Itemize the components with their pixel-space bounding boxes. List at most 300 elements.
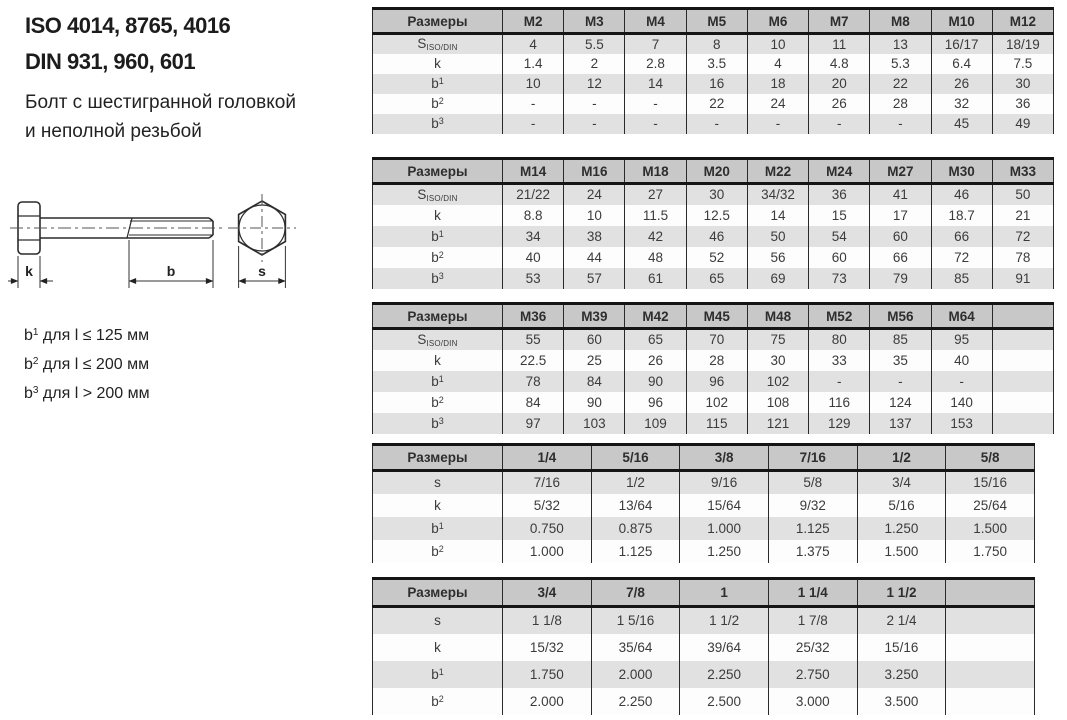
value-cell: 50 [747, 226, 808, 247]
table-row [373, 226, 1054, 247]
value-cell: 96 [686, 371, 747, 392]
s-dimension-label: s [258, 263, 266, 279]
footnote-sup: 3 [32, 385, 39, 396]
size-column-header: M12 [992, 9, 1053, 34]
size-column-header: 1 1/2 [857, 579, 946, 607]
row-label-column-header: Размеры [373, 159, 503, 184]
value-cell: 12 [564, 74, 625, 94]
footnotes [24, 320, 150, 407]
table-row [373, 517, 1035, 540]
value-cell: 0.875 [591, 517, 680, 540]
size-column-header: M52 [809, 304, 870, 329]
value-cell: 80 [809, 329, 870, 350]
value-cell: 1 5/16 [591, 607, 680, 634]
footnote-base: b [24, 385, 33, 402]
value-cell: 5/8 [768, 471, 857, 494]
row-label: $b^1$ [373, 371, 503, 392]
value-cell: 26 [809, 94, 870, 114]
footnote-sup: 2 [32, 356, 39, 367]
row-label-sup: 2 [438, 249, 444, 260]
value-cell: 1.000 [503, 540, 592, 563]
value-cell: 24 [747, 94, 808, 114]
value-cell: 60 [564, 329, 625, 350]
footnote-b1 [24, 320, 150, 349]
size-column-header: M6 [747, 9, 808, 34]
value-cell: 1.750 [946, 540, 1035, 563]
size-column-header: M2 [503, 9, 564, 34]
value-cell: 56 [747, 247, 808, 268]
value-cell: 2.000 [591, 661, 680, 688]
value-cell: 1 1/2 [680, 607, 769, 634]
row-label-sup: 2 [438, 96, 444, 106]
value-cell: 66 [931, 226, 992, 247]
value-cell: 84 [564, 371, 625, 392]
row-label-sub: ISO/DIN [426, 43, 458, 53]
value-cell: 20 [809, 74, 870, 94]
value-cell: 1.500 [857, 540, 946, 563]
title-din-line: DIN 931, 960, 601 [25, 49, 196, 74]
value-cell: 2.250 [591, 688, 680, 715]
value-cell: 17 [870, 205, 931, 226]
size-column-header: M7 [809, 9, 870, 34]
size-column-header: M16 [564, 159, 625, 184]
value-cell: 57 [564, 268, 625, 289]
value-cell: 2 [564, 54, 625, 74]
value-cell: 49 [992, 114, 1053, 134]
value-cell: 137 [870, 413, 931, 434]
value-cell: 85 [870, 329, 931, 350]
row-label: $b^2$ [373, 247, 503, 268]
size-column-header: 1 1/4 [768, 579, 857, 607]
value-cell: 25 [564, 350, 625, 371]
value-cell: 1.125 [591, 540, 680, 563]
value-cell: - [503, 114, 564, 134]
value-cell: 1 7/8 [768, 607, 857, 634]
value-cell: 44 [564, 247, 625, 268]
value-cell: 5.5 [564, 34, 625, 54]
value-cell: 3.250 [857, 661, 946, 688]
size-column-header: M64 [931, 304, 992, 329]
value-cell: 9/32 [768, 494, 857, 517]
size-column-header: M3 [564, 9, 625, 34]
value-cell: 153 [931, 413, 992, 434]
value-cell: 72 [992, 226, 1053, 247]
value-cell: 34/32 [747, 184, 808, 205]
table-header-row [373, 159, 1054, 184]
value-cell: 84 [503, 392, 564, 413]
value-cell: 12.5 [686, 205, 747, 226]
table-row [373, 350, 1054, 371]
value-cell: - [931, 371, 992, 392]
value-cell: 109 [625, 413, 686, 434]
value-cell: 15 [809, 205, 870, 226]
row-label-column-header: Размеры [373, 9, 503, 34]
value-cell: 16/17 [931, 34, 992, 54]
row-label-sup: 3 [438, 270, 444, 281]
value-cell: 97 [503, 413, 564, 434]
value-cell: 40 [931, 350, 992, 371]
table-row [373, 661, 1035, 688]
bolt-technical-drawing [8, 188, 338, 300]
row-label: k [373, 634, 503, 661]
size-column-header: M4 [625, 9, 686, 34]
size-column-header: M45 [686, 304, 747, 329]
row-label-column-header: Размеры [373, 445, 503, 471]
value-cell: 4 [503, 34, 564, 54]
size-column-header: M33 [992, 159, 1053, 184]
footnote-base: b [24, 327, 33, 344]
title-iso-line: ISO 4014, 8765, 4016 [25, 13, 231, 38]
value-cell: 1.000 [680, 517, 769, 540]
row-label: $b^2$ [373, 688, 503, 715]
subtitle [25, 88, 296, 146]
value-cell: 61 [625, 268, 686, 289]
value-cell: 36 [992, 94, 1053, 114]
value-cell: 46 [686, 226, 747, 247]
row-label: $b^1$ [373, 74, 503, 94]
table-row [373, 634, 1035, 661]
row-label: k [373, 54, 503, 74]
value-cell: 72 [931, 247, 992, 268]
size-column-header: M10 [931, 9, 992, 34]
value-cell: 4.8 [809, 54, 870, 74]
value-cell: 1 1/8 [503, 607, 592, 634]
table-row [373, 184, 1054, 205]
value-cell: 73 [809, 268, 870, 289]
value-cell: 30 [992, 74, 1053, 94]
value-cell: 102 [747, 371, 808, 392]
value-cell: 69 [747, 268, 808, 289]
inch-table-3-4-to-1-1-2 [372, 577, 1035, 715]
size-column-header: 3/4 [503, 579, 592, 607]
value-cell: 1.375 [768, 540, 857, 563]
value-cell: 39/64 [680, 634, 769, 661]
table-row [373, 688, 1035, 715]
footnote-b3 [24, 378, 150, 407]
row-label-sup: 1 [438, 666, 444, 677]
footnote-sup: 1 [32, 327, 39, 338]
value-cell: 65 [625, 329, 686, 350]
value-cell: 36 [809, 184, 870, 205]
size-column-header: M30 [931, 159, 992, 184]
row-label-sub: ISO/DIN [426, 193, 458, 203]
value-cell: 4 [747, 54, 808, 74]
page-title [25, 8, 230, 80]
size-column-header: 1 [680, 579, 769, 607]
value-cell: 30 [686, 184, 747, 205]
row-label: $S_{ISO/DIN}$ [373, 184, 503, 205]
footnote-text: для l > 200 мм [38, 385, 150, 402]
size-column-header [992, 304, 1053, 329]
size-column-header: M18 [625, 159, 686, 184]
metric-table-m2-m12 [372, 7, 1054, 134]
value-cell: 24 [564, 184, 625, 205]
value-cell: 116 [809, 392, 870, 413]
size-column-header: M20 [686, 159, 747, 184]
subtitle-line-2: и неполной резьбой [25, 121, 202, 142]
table-row [373, 247, 1054, 268]
value-cell: 13/64 [591, 494, 680, 517]
row-label-sup: 1 [438, 520, 444, 531]
table-row [373, 94, 1054, 114]
value-cell: 40 [503, 247, 564, 268]
value-cell: 25/32 [768, 634, 857, 661]
value-cell: 66 [870, 247, 931, 268]
size-column-header: M36 [503, 304, 564, 329]
value-cell: 1.4 [503, 54, 564, 74]
row-label-sup: 1 [438, 76, 444, 86]
value-cell: 103 [564, 413, 625, 434]
size-column-header: M5 [686, 9, 747, 34]
value-cell: 10 [564, 205, 625, 226]
value-cell: 10 [747, 34, 808, 54]
value-cell: 32 [931, 94, 992, 114]
value-cell: 35/64 [591, 634, 680, 661]
value-cell: - [747, 114, 808, 134]
footnote-b2 [24, 349, 150, 378]
value-cell: 5/32 [503, 494, 592, 517]
value-cell: 7 [625, 34, 686, 54]
row-label: k [373, 350, 503, 371]
value-cell: 7/16 [503, 471, 592, 494]
k-dimension-label: k [25, 263, 33, 279]
value-cell: 26 [931, 74, 992, 94]
value-cell: 124 [870, 392, 931, 413]
value-cell: 21/22 [503, 184, 564, 205]
size-column-header: M48 [747, 304, 808, 329]
size-column-header: 7/8 [591, 579, 680, 607]
value-cell: 129 [809, 413, 870, 434]
table-row [373, 371, 1054, 392]
row-label: $b^1$ [373, 517, 503, 540]
value-cell: 30 [747, 350, 808, 371]
value-cell: 2.750 [768, 661, 857, 688]
row-label: $b^1$ [373, 661, 503, 688]
metric-table-m36-m64 [372, 302, 1054, 434]
table-row [373, 413, 1054, 434]
value-cell: 11.5 [625, 205, 686, 226]
size-column-header: 1/2 [857, 445, 946, 471]
value-cell: 70 [686, 329, 747, 350]
row-label-sup: 2 [438, 543, 444, 554]
value-cell: 7.5 [992, 54, 1053, 74]
value-cell [992, 413, 1053, 434]
value-cell: 5.3 [870, 54, 931, 74]
value-cell [992, 371, 1053, 392]
value-cell [946, 688, 1035, 715]
value-cell: 3.500 [857, 688, 946, 715]
footnote-text: для l ≤ 200 мм [38, 356, 150, 373]
metric-table-m14-m33 [372, 157, 1054, 289]
table-header-row [373, 579, 1035, 607]
size-column-header: M14 [503, 159, 564, 184]
value-cell [992, 350, 1053, 371]
value-cell: 3.000 [768, 688, 857, 715]
value-cell: 9/16 [680, 471, 769, 494]
value-cell: 90 [625, 371, 686, 392]
value-cell: 35 [870, 350, 931, 371]
size-column-header: 5/16 [591, 445, 680, 471]
value-cell: 8.8 [503, 205, 564, 226]
row-label: $b^3$ [373, 114, 503, 134]
row-label-column-header: Размеры [373, 579, 503, 607]
value-cell [992, 392, 1053, 413]
value-cell: 53 [503, 268, 564, 289]
subtitle-line-1: Болт с шестигранной головкой [25, 92, 296, 113]
value-cell: 15/16 [946, 471, 1035, 494]
value-cell: 2.250 [680, 661, 769, 688]
value-cell: 15/16 [857, 634, 946, 661]
value-cell: 91 [992, 268, 1053, 289]
value-cell: 79 [870, 268, 931, 289]
value-cell: - [870, 114, 931, 134]
row-label: k [373, 205, 503, 226]
value-cell [946, 607, 1035, 634]
value-cell: 41 [870, 184, 931, 205]
value-cell: 28 [686, 350, 747, 371]
value-cell: 121 [747, 413, 808, 434]
table-header-row [373, 9, 1054, 34]
size-column-header: M42 [625, 304, 686, 329]
value-cell: 14 [625, 74, 686, 94]
table-header-row [373, 445, 1035, 471]
value-cell: 60 [870, 226, 931, 247]
value-cell: 1.750 [503, 661, 592, 688]
table-row [373, 205, 1054, 226]
value-cell: 1.125 [768, 517, 857, 540]
value-cell: 15/32 [503, 634, 592, 661]
value-cell: 8 [686, 34, 747, 54]
value-cell: - [564, 94, 625, 114]
value-cell: 6.4 [931, 54, 992, 74]
value-cell: 38 [564, 226, 625, 247]
footnote-base: b [24, 356, 33, 373]
value-cell: 10 [503, 74, 564, 94]
row-label: $S_{ISO/DIN}$ [373, 34, 503, 54]
value-cell: 34 [503, 226, 564, 247]
size-column-header: M24 [809, 159, 870, 184]
value-cell: 96 [625, 392, 686, 413]
value-cell: 95 [931, 329, 992, 350]
row-label-sub: ISO/DIN [426, 338, 458, 348]
value-cell: 52 [686, 247, 747, 268]
value-cell: 13 [870, 34, 931, 54]
value-cell: 18/19 [992, 34, 1053, 54]
size-column-header: M8 [870, 9, 931, 34]
row-label: $b^2$ [373, 392, 503, 413]
size-column-header: M39 [564, 304, 625, 329]
value-cell: - [625, 94, 686, 114]
value-cell: 25/64 [946, 494, 1035, 517]
value-cell: 5/16 [857, 494, 946, 517]
value-cell: 3.5 [686, 54, 747, 74]
value-cell: 115 [686, 413, 747, 434]
value-cell [992, 329, 1053, 350]
value-cell: 42 [625, 226, 686, 247]
b-dimension-label: b [166, 263, 176, 279]
size-column-header: M27 [870, 159, 931, 184]
value-cell: 60 [809, 247, 870, 268]
value-cell: 21 [992, 205, 1053, 226]
value-cell [946, 661, 1035, 688]
value-cell: 2.000 [503, 688, 592, 715]
value-cell: 1/2 [591, 471, 680, 494]
value-cell: 14 [747, 205, 808, 226]
row-label-sup: 2 [438, 394, 444, 405]
row-label: k [373, 494, 503, 517]
value-cell: 46 [931, 184, 992, 205]
table-row [373, 268, 1054, 289]
value-cell: 27 [625, 184, 686, 205]
row-label: s [373, 607, 503, 634]
value-cell: - [809, 371, 870, 392]
row-label: $b^3$ [373, 268, 503, 289]
value-cell: 28 [870, 94, 931, 114]
table-row [373, 34, 1054, 54]
row-label: $b^3$ [373, 413, 503, 434]
table-row [373, 392, 1054, 413]
value-cell: 108 [747, 392, 808, 413]
value-cell: 11 [809, 34, 870, 54]
row-label-sup: 2 [438, 693, 444, 704]
value-cell: 18 [747, 74, 808, 94]
value-cell: 78 [992, 247, 1053, 268]
value-cell: - [870, 371, 931, 392]
size-column-header: 1/4 [503, 445, 592, 471]
value-cell: 22.5 [503, 350, 564, 371]
table-row [373, 471, 1035, 494]
size-column-header: 7/16 [768, 445, 857, 471]
value-cell: 78 [503, 371, 564, 392]
value-cell: - [809, 114, 870, 134]
value-cell: 48 [625, 247, 686, 268]
value-cell: 140 [931, 392, 992, 413]
value-cell: 22 [686, 94, 747, 114]
value-cell: 65 [686, 268, 747, 289]
row-label: $S_{ISO/DIN}$ [373, 329, 503, 350]
row-label: s [373, 471, 503, 494]
table-row [373, 494, 1035, 517]
size-column-header: 5/8 [946, 445, 1035, 471]
value-cell: 0.750 [503, 517, 592, 540]
value-cell: 18.7 [931, 205, 992, 226]
size-column-header [946, 579, 1035, 607]
value-cell: 26 [625, 350, 686, 371]
value-cell: 16 [686, 74, 747, 94]
size-column-header: 3/8 [680, 445, 769, 471]
value-cell: 55 [503, 329, 564, 350]
value-cell: 54 [809, 226, 870, 247]
value-cell: 90 [564, 392, 625, 413]
row-label: $b^2$ [373, 94, 503, 114]
value-cell: 1.500 [946, 517, 1035, 540]
value-cell: 2.500 [680, 688, 769, 715]
value-cell: 102 [686, 392, 747, 413]
value-cell: 50 [992, 184, 1053, 205]
table-row [373, 540, 1035, 563]
value-cell: 3/4 [857, 471, 946, 494]
table-row [373, 74, 1054, 94]
value-cell: 33 [809, 350, 870, 371]
table-row [373, 54, 1054, 74]
size-column-header: M22 [747, 159, 808, 184]
value-cell: - [503, 94, 564, 114]
table-row [373, 329, 1054, 350]
value-cell: - [564, 114, 625, 134]
row-label: $b^1$ [373, 226, 503, 247]
size-column-header: M56 [870, 304, 931, 329]
value-cell: 2.8 [625, 54, 686, 74]
